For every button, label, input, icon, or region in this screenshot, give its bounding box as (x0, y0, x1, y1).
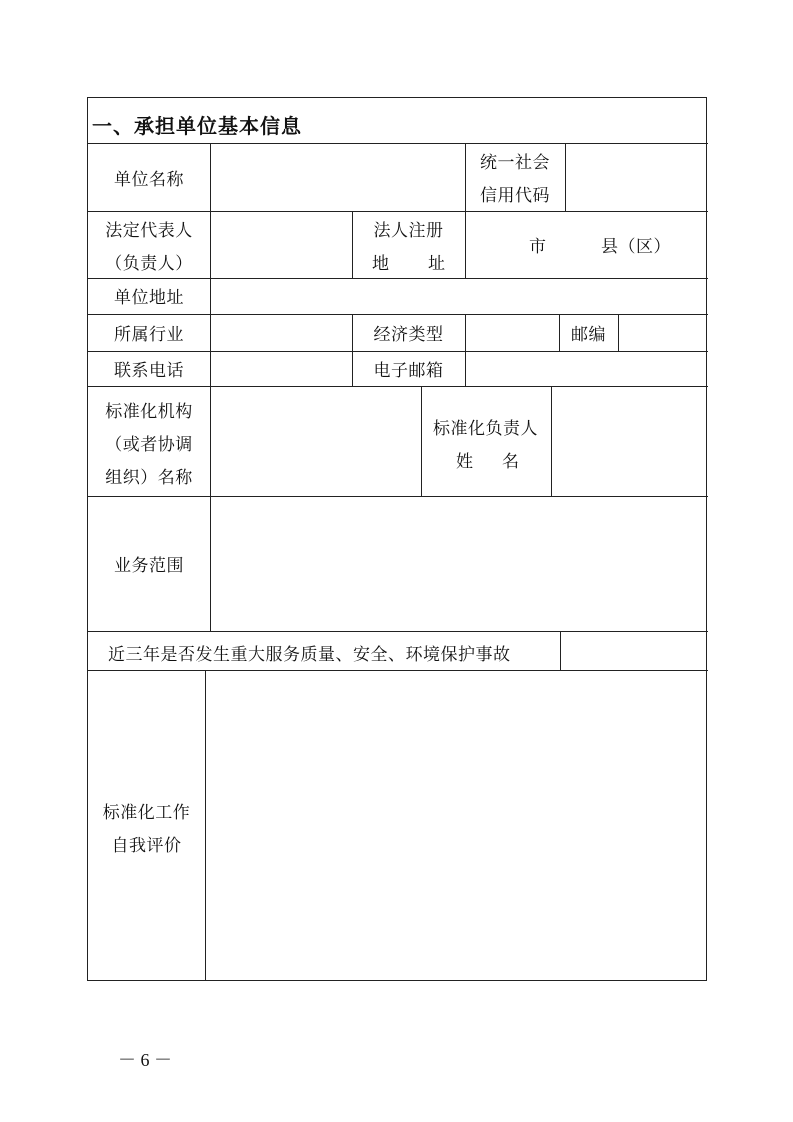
label-legal-rep-line2: （负责人） (105, 254, 193, 274)
row-divider (88, 278, 708, 279)
col-divider (205, 670, 206, 980)
col-divider (618, 314, 619, 351)
row-divider (88, 386, 708, 387)
page-number: － 6 － (118, 1050, 172, 1070)
label-std-head-line1: 标准化负责人 (433, 419, 538, 439)
label-std-head-ming: 名 (502, 452, 520, 472)
col-divider (421, 386, 422, 496)
label-county: 县（区） (601, 237, 671, 257)
row-divider (88, 211, 708, 212)
col-divider (210, 143, 211, 631)
col-divider (465, 351, 466, 386)
label-std-org-line2: （或者协调 (105, 435, 193, 455)
label-credit-code-line2: 信用代码 (480, 186, 550, 206)
label-reg-addr-zhi: 址 (428, 254, 446, 274)
label-self-eval-line1: 标准化工作 (102, 803, 191, 823)
label-city: 市 (529, 237, 547, 257)
row-divider (88, 631, 708, 632)
col-divider (560, 631, 561, 670)
label-std-head-xing: 姓 (456, 452, 474, 472)
section-title: 一、承担单位基本信息 (92, 114, 302, 138)
row-divider (88, 314, 708, 315)
label-phone: 联系电话 (114, 361, 184, 381)
label-economy-type: 经济类型 (373, 325, 444, 345)
label-unit-name: 单位名称 (114, 170, 184, 190)
label-industry: 所属行业 (114, 325, 184, 345)
label-reg-addr-line1: 法人注册 (373, 221, 444, 241)
label-postcode: 邮编 (571, 325, 606, 345)
label-credit-code-line1: 统一社会 (480, 153, 550, 173)
row-divider (88, 351, 708, 352)
col-divider (465, 314, 466, 351)
label-unit-address: 单位地址 (114, 288, 184, 308)
col-divider (551, 386, 552, 496)
label-reg-addr-di: 地 (372, 254, 390, 274)
col-divider (465, 211, 466, 278)
label-email: 电子邮箱 (373, 361, 444, 381)
label-std-org-line1: 标准化机构 (105, 402, 193, 422)
label-std-org-line3: 组织）名称 (105, 468, 193, 488)
col-divider (565, 143, 566, 211)
label-legal-rep-line1: 法定代表人 (105, 221, 193, 241)
row-divider (88, 670, 708, 671)
label-self-eval-line2: 自我评价 (111, 836, 182, 856)
label-business-scope: 业务范围 (114, 556, 184, 576)
label-accident-question: 近三年是否发生重大服务质量、安全、环境保护事故 (108, 645, 511, 665)
row-divider (88, 496, 708, 497)
row-divider (88, 143, 708, 144)
